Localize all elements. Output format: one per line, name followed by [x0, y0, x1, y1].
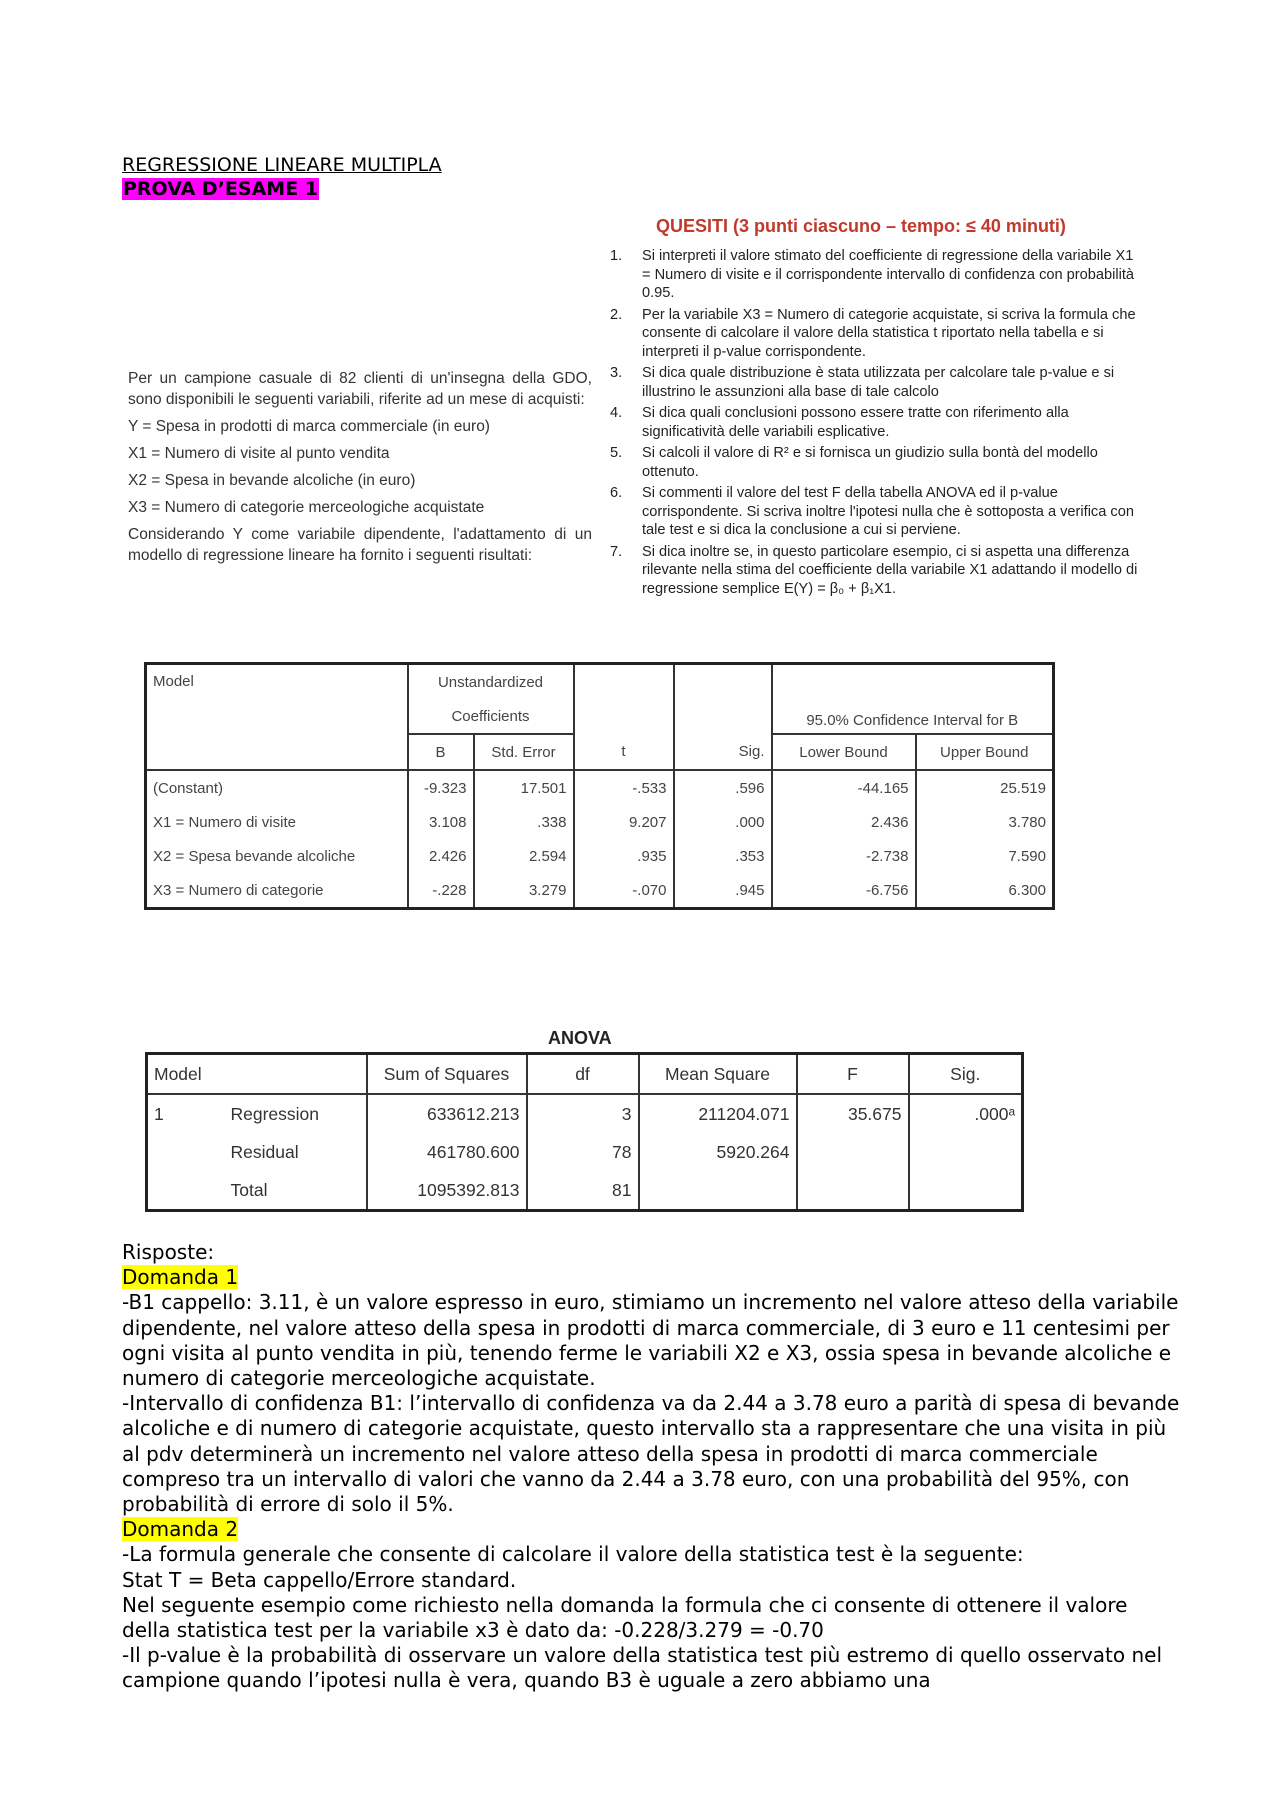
- intro-var: X2 = Spesa in bevande alcoliche (in euro): [128, 472, 416, 489]
- quesito-item: 1. Si interpreti il valore stimato del coefficiente di regressione della variabile X1 = Numero di visite e il corrispondente intervallo di confidenza con probabilità 0.95.: [610, 248, 1134, 301]
- answers-block: [122, 1240, 1182, 1694]
- coef-header-ub: Upper Bound: [916, 734, 1054, 770]
- table-row: Residual 461780.600 78 5920.264: [147, 1133, 1023, 1171]
- quesito-item: 6. Si commenti il valore del test F della tabella ANOVA ed il p-value corrispondente. Si scriva inoltre l'ipotesi nulla che è sottoposta a verifica con tale test e si dica la conclusione a cui si perviene.: [610, 485, 1134, 538]
- intro-closing: Considerando Y come variabile dipendente, l'adattamento di un modello di regressione lineare ha fornito i seguenti risultati:: [128, 526, 592, 564]
- document-subtitle: PROVA D’ESAME 1: [123, 178, 319, 200]
- document-title: REGRESSIONE LINEARE MULTIPLA: [122, 154, 442, 176]
- intro-var: X1 = Numero di visite al punto vendita: [128, 445, 390, 462]
- coef-header-sig: Sig.: [674, 734, 772, 770]
- quesiti-list: [604, 247, 1144, 598]
- answer-paragraph: Stat T = Beta cappello/Errore standard.: [122, 1567, 517, 1592]
- answer-paragraph: -La formula generale che consente di calcolare il valore della statistica test è la seguente:: [122, 1542, 1024, 1567]
- answer-paragraph: -Intervallo di confidenza B1: l’intervallo di confidenza va da 2.44 a 3.78 euro a parità di spesa di bevande alcoliche e di numero di categorie acquistate, questo intervallo sta a rappresentare che una visita in più al pdv determinerà un incremento nel valore atteso della spesa in prodotti di marca commerciale compreso tra un intervallo di valori che vanno da 2.44 a 3.78 euro, con una probabilità del 95%, con probabilità di errore di solo il 5%.: [122, 1391, 1180, 1517]
- anova-header-ms: Mean Square: [639, 1054, 797, 1095]
- quesito-item: 3. Si dica quale distribuzione è stata utilizzata per calcolare tale p-value e si illustrino le assunzioni alla base di tale calcolo: [610, 365, 1115, 400]
- answers-heading: Risposte:: [122, 1240, 215, 1264]
- domanda-2-label: Domanda 2: [122, 1517, 239, 1542]
- table-row: Total 1095392.813 81: [147, 1171, 1023, 1211]
- anova-header-f: F: [797, 1054, 909, 1095]
- table-row: X2 = Spesa bevande alcoliche 2.426 2.594 .935 .353 -2.738 7.590: [146, 839, 1054, 873]
- table-row: X3 = Numero di categorie -.228 3.279 -.070 .945 -6.756 6.300: [146, 873, 1054, 909]
- anova-model-num: 1: [154, 1103, 164, 1124]
- coef-header-t: t: [574, 734, 674, 770]
- table-row: 1 Regression 633612.213 3 211204.071 35.675 .000ᵃ: [147, 1094, 1023, 1133]
- intro-block: [128, 368, 592, 572]
- anova-table: [145, 1052, 1024, 1212]
- coef-header-model: Model: [146, 664, 408, 735]
- anova-title: ANOVA: [548, 1028, 612, 1048]
- table-row: X1 = Numero di visite 3.108 .338 9.207 .000 2.436 3.780: [146, 805, 1054, 839]
- quesiti-block: [604, 216, 1144, 601]
- quesito-item: 5. Si calcoli il valore di R² e si fornisca un giudizio sulla bontà del modello ottenuto.: [610, 445, 1098, 480]
- coef-header-ci: 95.0% Confidence Interval for B: [806, 712, 1019, 729]
- coefficients-table: [144, 662, 1055, 910]
- table-row: (Constant) -9.323 17.501 -.533 .596 -44.165 25.519: [146, 770, 1054, 805]
- coef-header-lb: Lower Bound: [772, 734, 916, 770]
- anova-header-sig: Sig.: [909, 1054, 1023, 1095]
- quesito-item: 4. Si dica quali conclusioni possono essere tratte con riferimento alla significatività delle variabili esplicative.: [610, 405, 1069, 440]
- answer-paragraph: Nel seguente esempio come richiesto nella domanda la formula che ci consente di ottenere il valore della statistica test per la variabile x3 è dato da: -0.228/3.279 = -0.70: [122, 1592, 1128, 1643]
- answer-paragraph: -B1 cappello: 3.11, è un valore espresso in euro, stimiamo un incremento nel valore atteso della variabile dipendente, nel valore atteso della spesa in prodotti di marca commerciale, di 3 euro e 11 centesimi per ogni visita al punto vendita in più, tenendo ferme le variabili X2 e X3, ossia spesa in bevande alcoliche e numero di categorie merceologiche acquistate.: [122, 1290, 1179, 1391]
- coef-header-b: B: [408, 734, 474, 770]
- anova-header-model: Model: [147, 1054, 367, 1095]
- intro-text: Per un campione casuale di 82 clienti di un'insegna della GDO, sono disponibili le seguenti variabili, riferite ad un mese di acquisti:: [128, 370, 592, 408]
- answer-paragraph: -Il p-value è la probabilità di osservare un valore della statistica test più estremo di quello osservato nel campione quando l’ipotesi nulla è vera, quando B3 è uguale a zero abbiamo una: [122, 1643, 1163, 1693]
- intro-var: Y = Spesa in prodotti di marca commerciale (in euro): [128, 418, 490, 435]
- coef-header-se: Std. Error: [474, 734, 574, 770]
- quesito-item: 7. Si dica inoltre se, in questo particolare esempio, ci si aspetta una differenza rilevante nella stima del coefficiente della variabile X1 adattando il modello di regressione semplice E(Y) = β₀ + β₁X1.: [610, 543, 1138, 597]
- domanda-1-label: Domanda 1: [122, 1265, 239, 1290]
- anova-header-ss: Sum of Squares: [367, 1054, 527, 1095]
- intro-var: X3 = Numero di categorie merceologiche acquistate: [128, 499, 485, 516]
- anova-header-df: df: [527, 1054, 639, 1095]
- quesito-item: 2. Per la variabile X3 = Numero di categorie acquistate, si scriva la formula che consente di calcolare il valore della statistica t riportato nella tabella e si interpreti il p-value corrispondente.: [610, 306, 1136, 360]
- coef-header-unstd-2: Coefficients: [408, 699, 574, 734]
- quesiti-heading: QUESITI (3 punti ciascuno – tempo: ≤ 40 minuti): [656, 216, 1066, 236]
- coef-header-unstd: Unstandardized: [408, 664, 574, 700]
